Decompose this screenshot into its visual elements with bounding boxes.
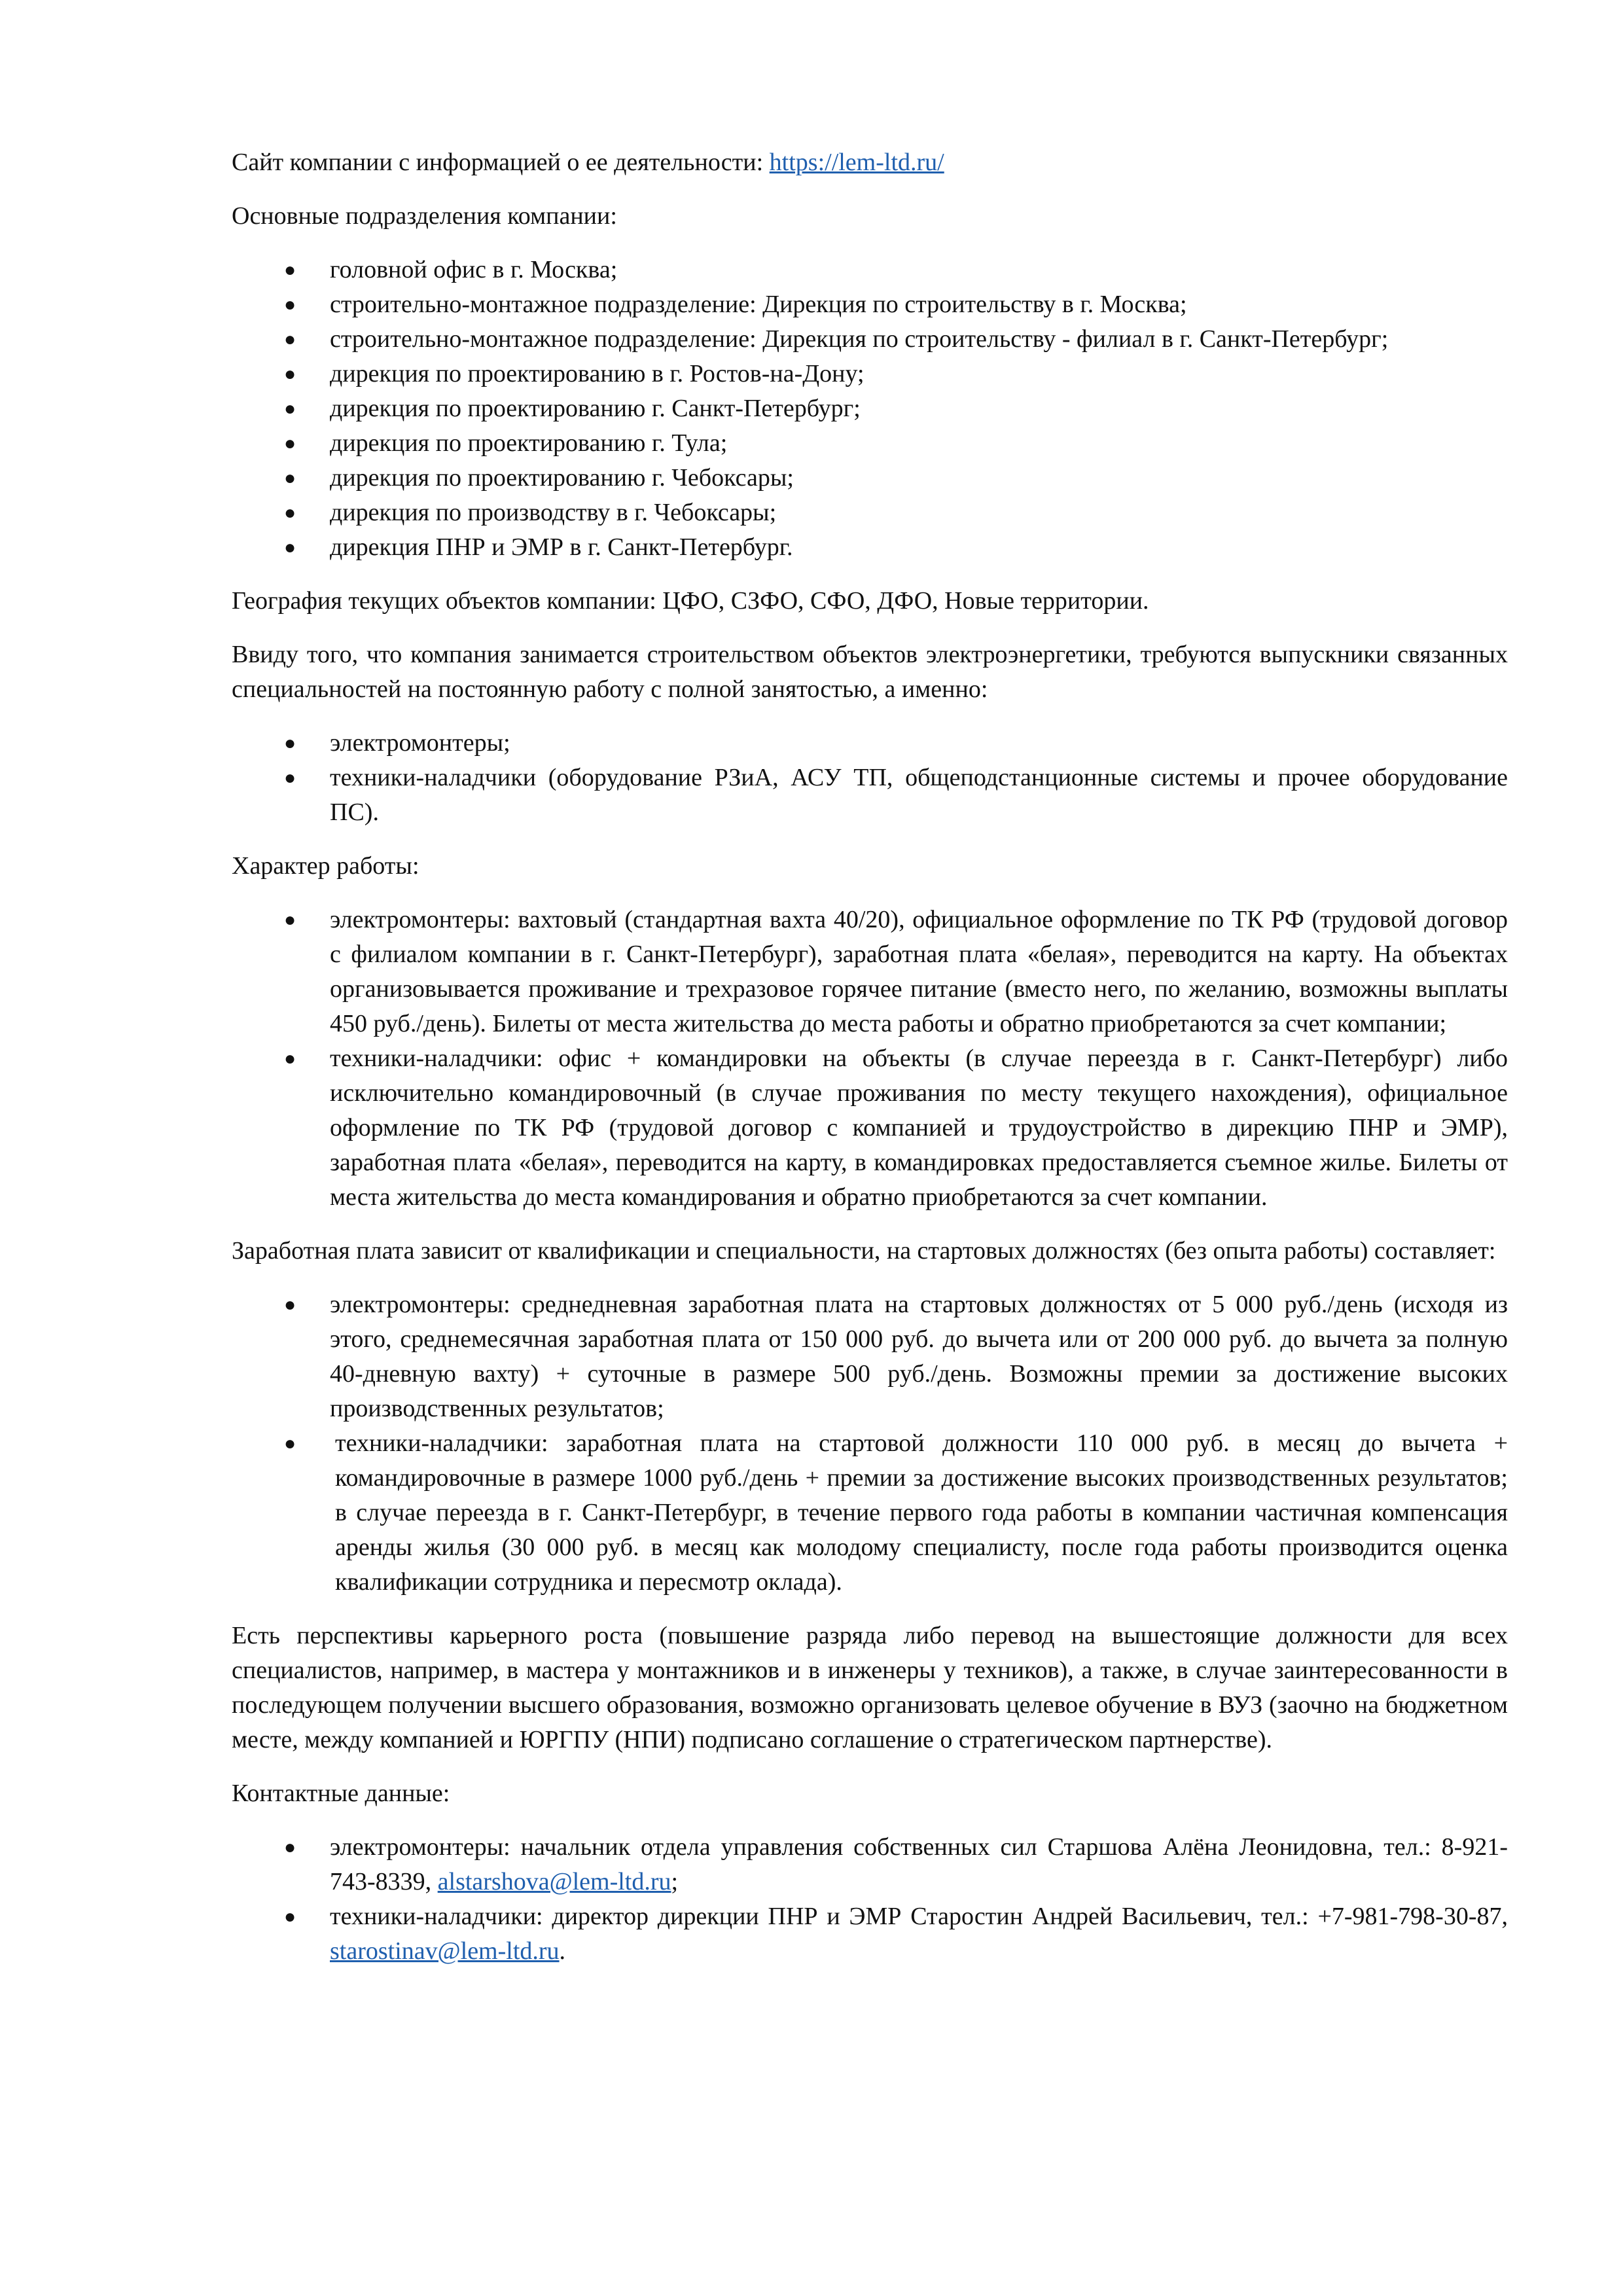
work-list <box>232 903 1508 1215</box>
list-item: ● техники-наладчики: офис + командировки на объекты (в случае переезда в г. Санкт-Петербург) либо исключительно командировочный (в случае проживания по месту текущего нахождения), официальное оформление по ТК РФ (трудовой договор с компанией и трудоустройство в дирекцию ПНР и ЭМР), заработная плата «белая», переводится на карту, в командировках предоставляется съемное жилье. Билеты от места жительства до места командирования и обратно приобретаются за счет компании. <box>232 1041 1508 1215</box>
document-page <box>232 145 1508 1988</box>
career-paragraph: Есть перспективы карьерного роста (повышение разряда либо перевод на вышестоящие должности для всех специалистов, например, в мастера у монтажников и в инженеры у техников), а также, в случае заинтересованности в последующем получении высшего образования, возможно организовать целевое обучение в ВУЗ (заочно на бюджетном месте, между компанией и ЮРГПУ (НПИ) подписано соглашение о стратегическом партнерстве). <box>232 1622 1508 1753</box>
contacts-heading: Контактные данные: <box>232 1780 450 1807</box>
bullet-icon: ● <box>284 398 296 420</box>
intro-text: Сайт компании с информацией о ее деятельности: <box>232 149 770 176</box>
list-item: ● дирекция по проектированию г. Санкт-Петербург; <box>232 391 1508 426</box>
list-item: ● электромонтеры; <box>232 726 1508 761</box>
needs-paragraph: Ввиду того, что компания занимается строительством объектов электроэнергетики, требуются выпускники связанных специальностей на постоянную работу с полной занятостью, а именно: <box>232 641 1508 703</box>
list-item: ● дирекция по производству в г. Чебоксары; <box>232 495 1508 530</box>
bullet-icon: ● <box>284 329 296 350</box>
bullet-icon: ● <box>284 767 296 789</box>
geography-paragraph: География текущих объектов компании: ЦФО, СЗФО, СФО, ДФО, Новые территории. <box>232 587 1149 615</box>
list-item: ● техники-наладчики: директор дирекции ПНР и ЭМР Старостин Андрей Васильевич, тел.: +7-981-798-30-87, starostinav@lem-ltd.ru. <box>232 1899 1508 1969</box>
list-item: ● дирекция по проектированию г. Тула; <box>232 426 1508 461</box>
bullet-icon: ● <box>284 467 296 489</box>
bullet-icon: ● <box>284 732 296 754</box>
bullet-icon: ● <box>284 1837 296 1858</box>
list-item: ● строительно-монтажное подразделение: Дирекция по строительству в г. Москва; <box>232 287 1508 322</box>
salary-list <box>232 1287 1508 1600</box>
email-link[interactable]: starostinav@lem-ltd.ru <box>330 1937 560 1965</box>
company-website-link[interactable]: https://lem-ltd.ru/ <box>769 149 944 176</box>
email-link[interactable]: alstarshova@lem-ltd.ru <box>437 1868 671 1895</box>
list-item: ● строительно-монтажное подразделение: Дирекция по строительству - филиал в г. Санкт-Петербург; <box>232 322 1508 357</box>
list-item: ● дирекция по проектированию в г. Ростов-на-Дону; <box>232 357 1508 391</box>
bullet-icon: ● <box>284 537 296 558</box>
list-item: ● дирекция ПНР и ЭМР в г. Санкт-Петербург. <box>232 530 1508 565</box>
bullet-icon: ● <box>284 1433 296 1454</box>
list-item: ● техники-наладчики (оборудование РЗиА, АСУ ТП, общеподстанционные системы и прочее оборудование ПС). <box>232 761 1508 830</box>
intro-paragraph <box>232 145 1508 180</box>
bullet-icon: ● <box>284 1048 296 1069</box>
list-item: ● техники-наладчики: заработная плата на стартовой должности 110 000 руб. в месяц до вычета + командировочные в размере 1000 руб./день + премии за достижение высоких производственных результатов; в случае переезда в г. Санкт-Петербург, в течение первого года работы в компании частичная компенсация аренды жилья (30 000 руб. в месяц как молодому специалисту, после года работы производится оценка квалификации сотрудника и пересмотр оклада). <box>232 1426 1508 1600</box>
divisions-list <box>232 253 1508 565</box>
divisions-heading: Основные подразделения компании: <box>232 202 617 230</box>
bullet-icon: ● <box>284 433 296 454</box>
list-item: ● электромонтеры: вахтовый (стандартная вахта 40/20), официальное оформление по ТК РФ (трудовой договор с филиалом компании в г. Санкт-Петербург), заработная плата «белая», переводится на карту. На объектах организовывается проживание и трехразовое горячее питание (вместо него, по желанию, возможны выплаты 450 руб./день). Билеты от места жительства до места работы и обратно приобретаются за счет компании; <box>232 903 1508 1041</box>
needs-list <box>232 726 1508 830</box>
bullet-icon: ● <box>284 363 296 385</box>
list-item: ● электромонтеры: начальник отдела управления собственных сил Старшова Алёна Леонидовна, тел.: 8-921-743-8339, alstarshova@lem-ltd.ru; <box>232 1830 1508 1899</box>
bullet-icon: ● <box>284 1294 296 1316</box>
bullet-icon: ● <box>284 909 296 931</box>
salary-paragraph: Заработная плата зависит от квалификации и специальности, на стартовых должностях (без опыта работы) составляет: <box>232 1237 1496 1265</box>
list-item: ● головной офис в г. Москва; <box>232 253 1508 287</box>
bullet-icon: ● <box>284 1906 296 1928</box>
bullet-icon: ● <box>284 294 296 315</box>
contacts-list <box>232 1830 1508 1969</box>
bullet-icon: ● <box>284 259 296 281</box>
work-heading: Характер работы: <box>232 852 419 880</box>
bullet-icon: ● <box>284 502 296 524</box>
list-item: ● электромонтеры: среднедневная заработная плата на стартовых должностях от 5 000 руб./день (исходя из этого, среднемесячная заработная плата от 150 000 руб. до вычета или от 200 000 руб. до вычета за полную 40-дневную вахту) + суточные в размере 500 руб./день. Возможны премии за достижение высоких производственных результатов; <box>232 1287 1508 1426</box>
list-item: ● дирекция по проектированию г. Чебоксары; <box>232 461 1508 495</box>
